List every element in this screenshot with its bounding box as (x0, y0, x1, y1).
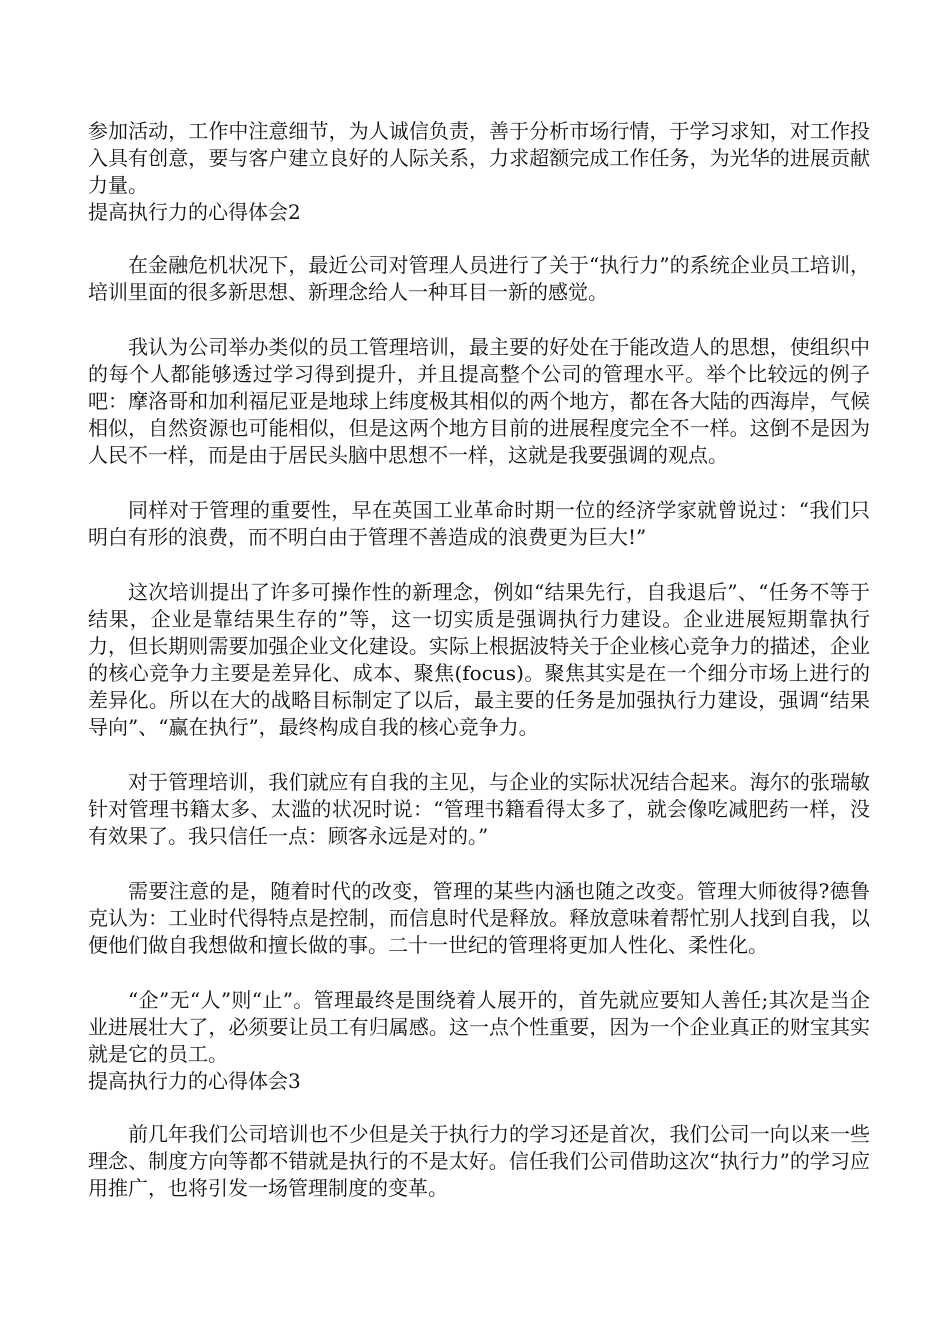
section-heading-3: 提高执行力的心得体会3 (88, 1069, 301, 1093)
section-heading-2: 提高执行力的心得体会2 (88, 200, 301, 224)
paragraph-times-change: 需要注意的是，随着时代的改变，管理的某些内涵也随之改变。管理大师彼得?德鲁克认为：工业时代得特点是控制，而信息时代是释放。释放意味着帮忙别人找到自我，以便他们做自我想做和擅长做的事。二十一世纪的管理将更加人性化、柔性化。 (88, 879, 870, 957)
paragraph-management-training-benefits: 我认为公司举办类似的员工管理培训，最主要的好处在于能改造人的思想，使组织中的每个人都能够透过学习得到提升，并且提高整个公司的管理水平。举个比较远的例子吧：摩洛哥和加利福尼亚是地球上纬度极其相似的两个地方，都在各大陆的西海岸，气候相似，自然资源也可能相似，但是这两个地方目前的进展程度完全不一样。这倒不是因为人民不一样，而是由于居民头脑中思想不一样，这就是我要强调的观点。 (88, 335, 870, 467)
paragraph-intro-continuation: 参加活动，工作中注意细节，为人诚信负责，善于分析市场行情，于学习求知，对工作投入具有创意，要与客户建立良好的人际关系，力求超额完成工作任务，为光华的进展贡献力量。 (88, 119, 870, 197)
paragraph-new-concepts: 这次培训提出了许多可操作性的新理念，例如“结果先行，自我退后”、“任务不等于结果，企业是靠结果生存的”等，这一切实质是强调执行力建设。企业进展短期靠执行力，但长期则需要加强企业文化建设。实际上根据波特关于企业核心竞争力的描述，企业的核心竞争力主要是差异化、成本、聚焦(focus)。聚焦其实是在一个细分市场上进行的差异化。所以在大的战略目标制定了以后，最主要的任务是加强执行力建设，强调“结果导向”、“赢在执行”，最终构成自我的核心竞争力。 (88, 580, 870, 739)
paragraph-people-oriented: “企”无“人”则“止”。管理最终是围绕着人展开的，首先就应要知人善任;其次是当企业进展壮大了，必须要让员工有归属感。这一点个性重要，因为一个企业真正的财宝其实就是它的员工。 (88, 988, 870, 1066)
document-page (88, 118, 870, 1230)
paragraph-management-importance: 同样对于管理的重要性，早在英国工业革命时期一位的经济学家就曾说过：“我们只明白有形的浪费，而不明白由于管理不善造成的浪费更为巨大!” (88, 498, 870, 549)
paragraph-first-execution-study: 前几年我们公司培训也不少但是关于执行力的学习还是首次，我们公司一向以来一些理念、制度方向等都不错就是执行的不是太好。信任我们公司借助这次“执行力”的学习应用推广，也将引发一场管理制度的变革。 (88, 1122, 870, 1200)
paragraph-financial-crisis-training: 在金融危机状况下，最近公司对管理人员进行了关于“执行力”的系统企业员工培训，培训里面的很多新思想、新理念给人一种耳目一新的感觉。 (88, 253, 870, 304)
paragraph-own-opinion: 对于管理培训，我们就应有自我的主见，与企业的实际状况结合起来。海尔的张瑞敏针对管理书籍太多、太滥的状况时说：“管理书籍看得太多了，就会像吃减肥药一样，没有效果了。我只信任一点：顾客永远是对的。” (88, 770, 870, 848)
